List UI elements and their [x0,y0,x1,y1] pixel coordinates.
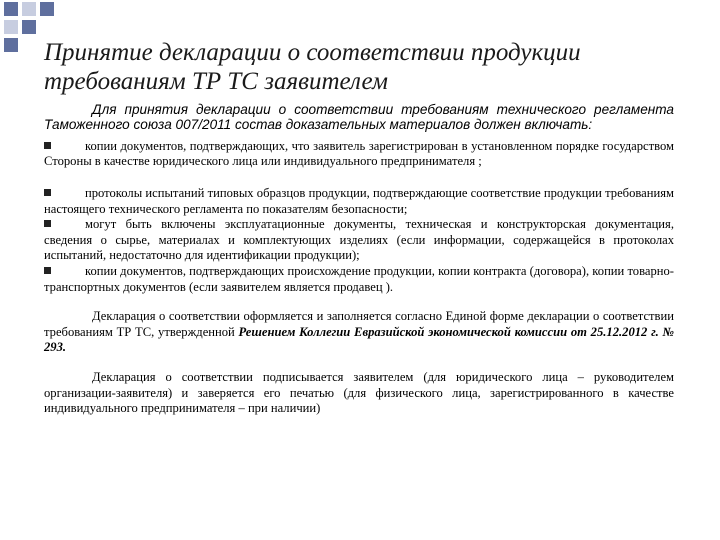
deco-square [22,20,36,34]
intro-text: Для принятия декларации о соответствии требованиям технического регламента Таможенного союза 007/2011 состав доказательных материалов должен включать: [44,102,674,133]
list-item [44,186,674,217]
list-item [44,217,674,264]
bullet-square-icon [44,142,51,149]
deco-square [40,2,54,16]
title-line-1: Принятие декларации о соответствии продукции [44,39,581,66]
title-line-2: требованиям ТР ТС заявителем [44,68,388,95]
declaration-form-paragraph [44,309,674,356]
intro-paragraph [44,102,674,133]
deco-square [4,2,18,16]
deco-square [4,38,18,52]
bullet-square-icon [44,220,51,227]
paragraph-text: Декларация о соответствии подписывается заявителем (для юридического лица – руководителем организации-заявителя) и заверяется его печатью (для физического лица, зарегистрированного в качестве индивидуального предпринимателя – при наличии) [44,369,674,416]
list-item-text: копии документов, подтверждающих происхождение продукции, копии контракта (договора), копии товарно-транспортных документов (если заявителем является продавец ). [44,263,674,294]
list-item-text: могут быть включены эксплуатационные документы, техническая и конструкторская документация, сведения о сырье, материалах и комплектующих изделиях (если информации, содержащейся в протоколах испытаний, недостаточно для идентификации продукции); [44,217,674,263]
decision-reference: Решением Коллегии Евразийской экономической комиссии от 25.12.2012 г. № 293. [44,324,674,355]
document-body [44,102,674,417]
deco-square [22,2,36,16]
deco-square [4,20,18,34]
list-item-text: протоколы испытаний типовых образцов продукции, подтверждающие соответствие продукции требованиям настоящего технического регламента по показателям безопасности; [44,186,674,216]
list-item-text: копии документов, подтверждающих, что заявитель зарегистрирован в установленном порядке государством Стороны в качестве юридического лица или индивидуального предпринимателя ; [44,138,674,169]
list-item [44,264,674,295]
bullet-square-icon [44,189,51,196]
bullet-square-icon [44,267,51,274]
paragraph-text: Декларация о соответствии оформляется и заполняется согласно Единой форме декларации о соответствии требованиям ТР ТС, утвержденной [44,309,674,339]
page-title [44,38,714,96]
declaration-signing-paragraph [44,370,674,417]
list-item [44,139,674,170]
